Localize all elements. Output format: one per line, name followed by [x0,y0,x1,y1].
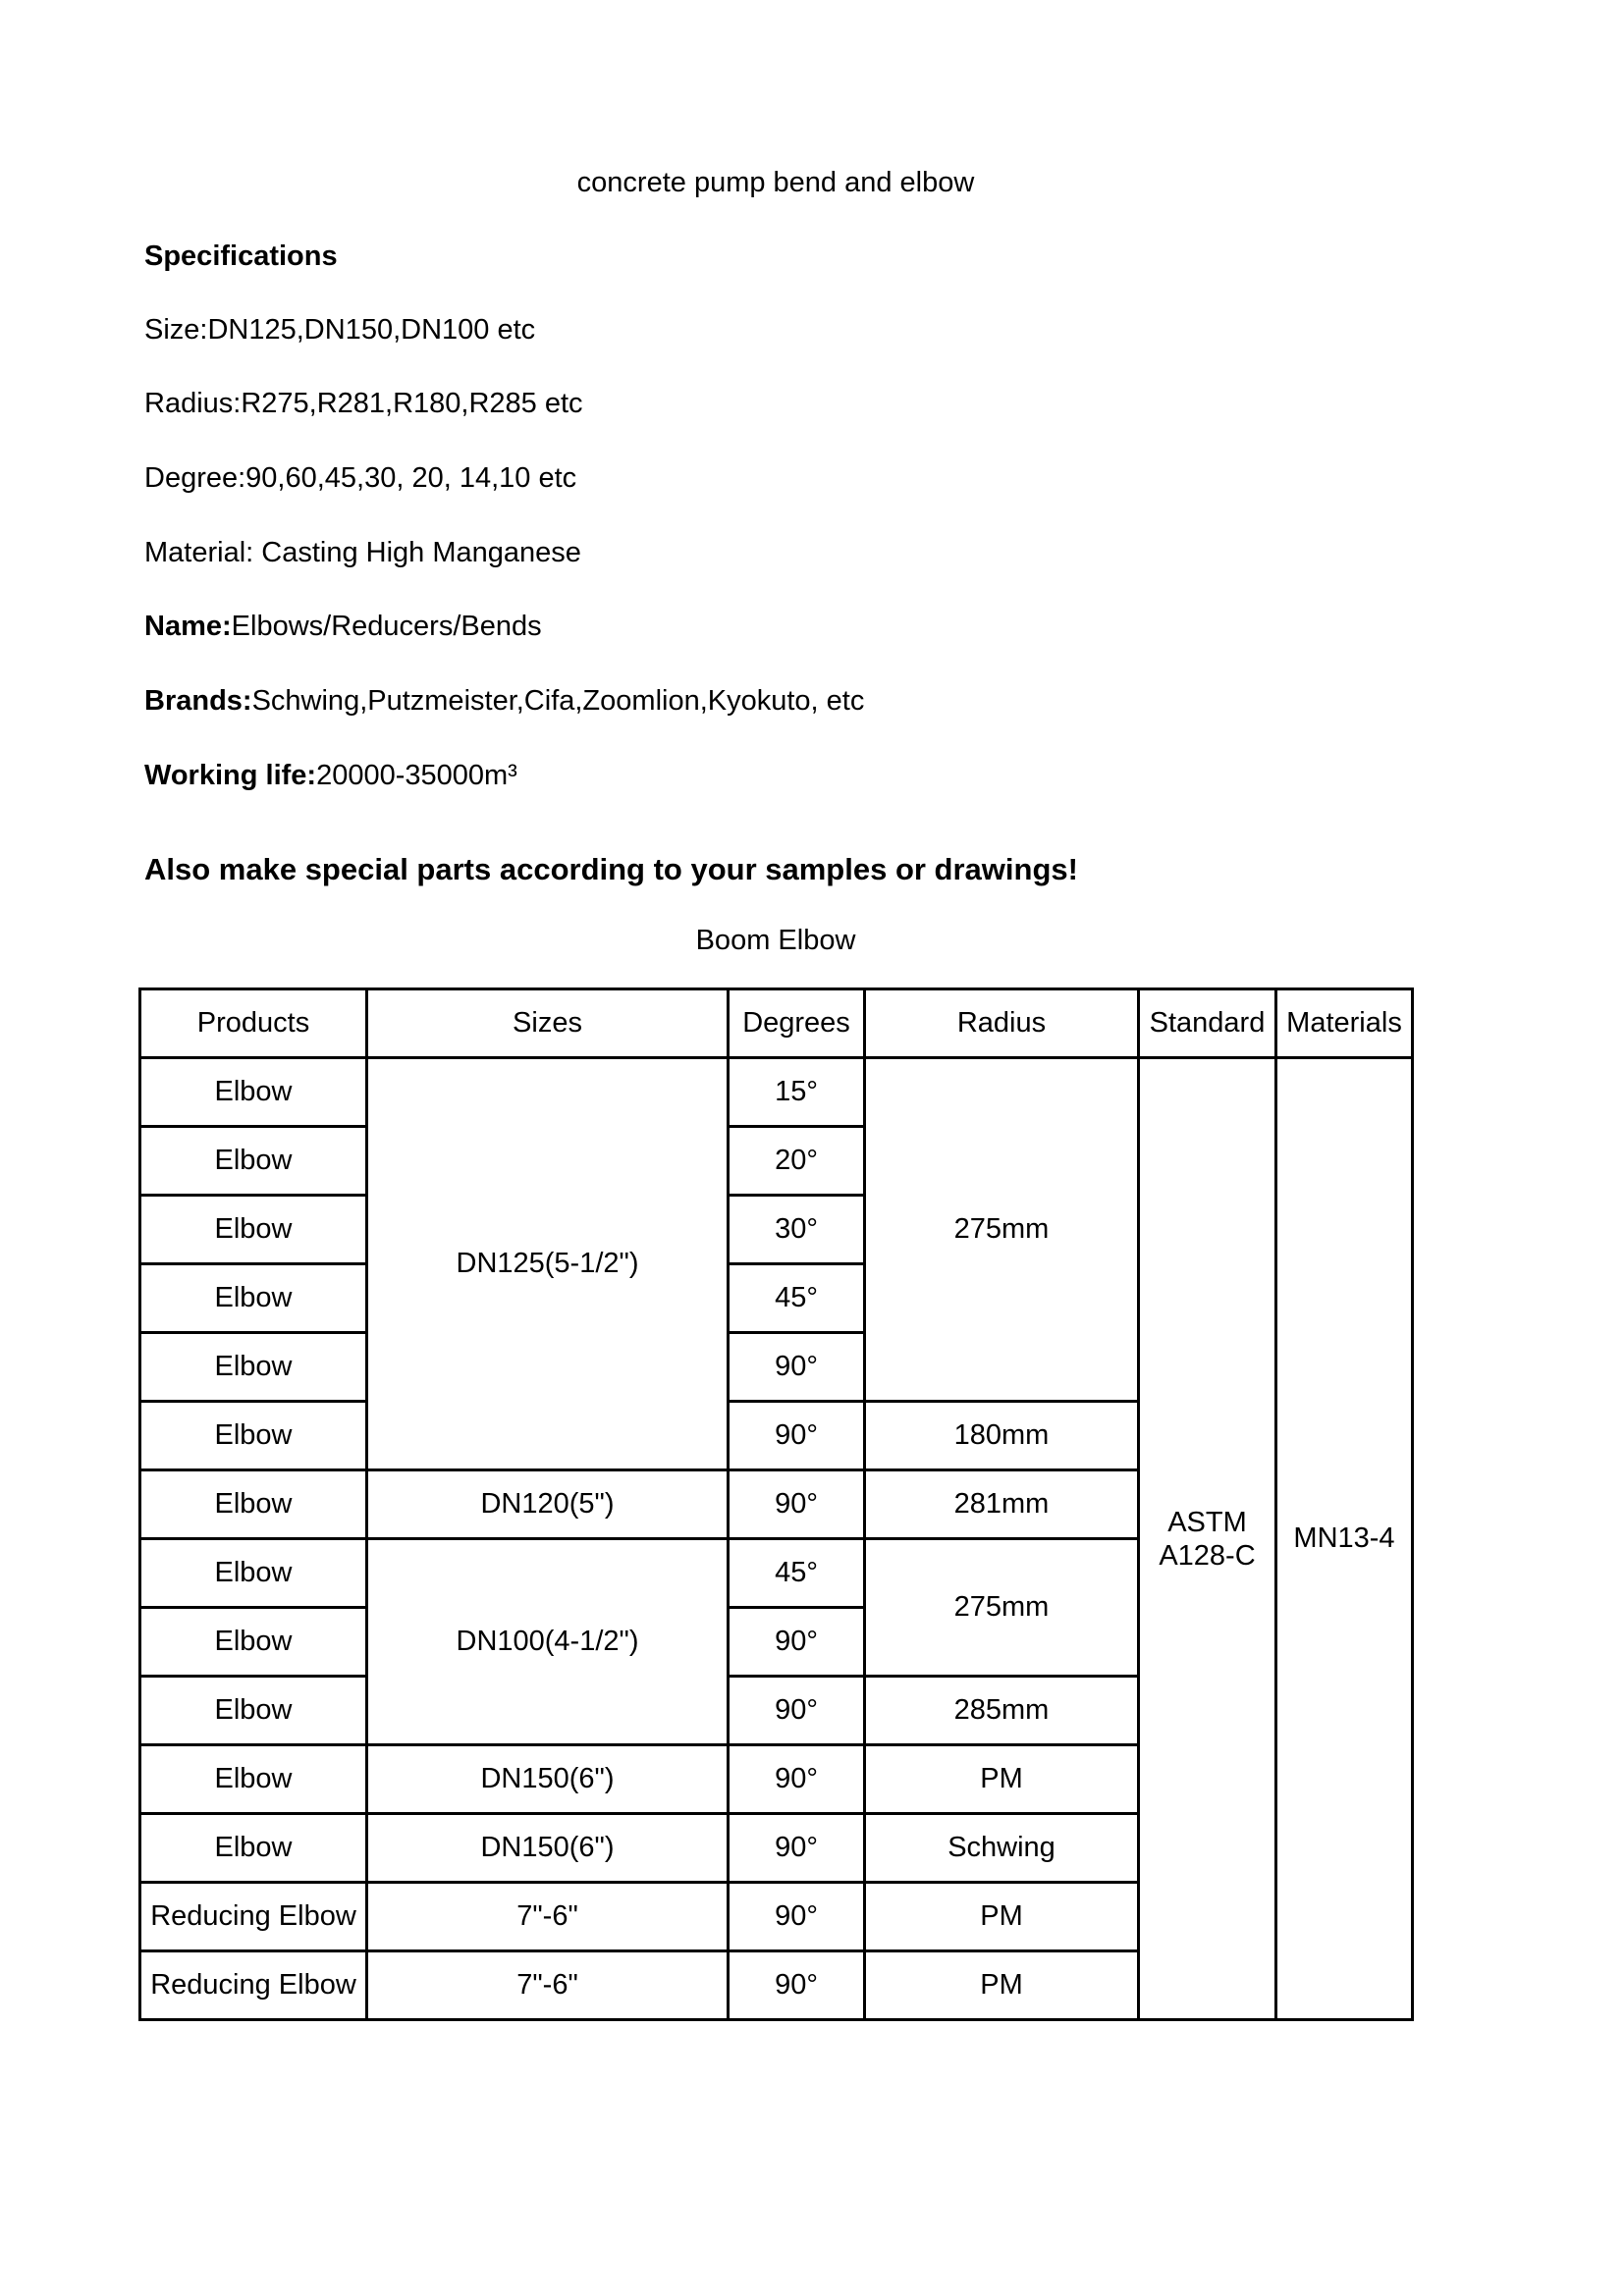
product-cell: Elbow [140,1058,367,1127]
spec-size: Size:DN125,DN150,DN100 etc [144,314,536,346]
spec-brands-value: Schwing,Putzmeister,Cifa,Zoomlion,Kyokuto, etc [251,685,865,717]
radius-cell: 180mm [865,1402,1139,1470]
degree-cell: 90° [729,1951,865,2020]
size-cell: 7"-6" [367,1883,729,1951]
header-degrees: Degrees [729,989,865,1058]
product-cell: Elbow [140,1196,367,1264]
special-parts-note: Also make special parts according to your samples or drawings! [144,852,1078,886]
degree-cell: 90° [729,1677,865,1745]
header-sizes: Sizes [367,989,729,1058]
degree-cell: 90° [729,1333,865,1402]
product-cell: Reducing Elbow [140,1951,367,2020]
radius-cell: 275mm [865,1539,1139,1677]
product-cell: Reducing Elbow [140,1883,367,1951]
radius-cell: Schwing [865,1814,1139,1883]
radius-cell: PM [865,1745,1139,1814]
size-cell: DN150(6") [367,1814,729,1883]
degree-cell: 90° [729,1608,865,1677]
radius-cell: 285mm [865,1677,1139,1745]
degree-cell: 45° [729,1539,865,1608]
document-title: concrete pump bend and elbow [576,167,975,198]
spec-working-life [144,760,517,792]
header-radius: Radius [865,989,1139,1058]
spec-degree: Degree:90,60,45,30, 20, 14,10 etc [144,462,577,494]
spec-life-label: Working life: [144,760,317,791]
header-standard: Standard [1139,989,1276,1058]
radius-cell: PM [865,1951,1139,2020]
size-cell: DN100(4-1/2") [367,1539,729,1745]
spec-name-label: Name: [144,611,232,642]
table-caption: Boom Elbow [695,925,856,956]
spec-name [144,611,542,643]
size-cell: DN120(5") [367,1470,729,1539]
radius-cell: PM [865,1883,1139,1951]
degree-cell: 20° [729,1127,865,1196]
product-cell: Elbow [140,1402,367,1470]
table-row [140,1058,1413,1127]
product-cell: Elbow [140,1814,367,1883]
spec-radius: Radius:R275,R281,R180,R285 etc [144,388,583,419]
header-materials: Materials [1276,989,1413,1058]
radius-cell: 275mm [865,1058,1139,1402]
spec-brands-label: Brands: [144,685,252,717]
product-cell: Elbow [140,1264,367,1333]
product-cell: Elbow [140,1539,367,1608]
degree-cell: 90° [729,1814,865,1883]
product-cell: Elbow [140,1608,367,1677]
spec-material: Material: Casting High Manganese [144,537,581,568]
size-cell: 7"-6" [367,1951,729,2020]
product-cell: Elbow [140,1127,367,1196]
table-header-row [140,989,1413,1058]
materials-cell: MN13-4 [1276,1058,1413,2020]
degree-cell: 90° [729,1470,865,1539]
product-cell: Elbow [140,1677,367,1745]
product-cell: Elbow [140,1745,367,1814]
size-cell: DN125(5-1/2") [367,1058,729,1470]
degree-cell: 90° [729,1883,865,1951]
spec-name-value: Elbows/Reducers/Bends [231,611,542,642]
degree-cell: 90° [729,1402,865,1470]
degree-cell: 45° [729,1264,865,1333]
product-cell: Elbow [140,1333,367,1402]
standard-cell: ASTM A128-C [1139,1058,1276,2020]
specifications-heading: Specifications [144,240,338,272]
radius-cell: 281mm [865,1470,1139,1539]
degree-cell: 90° [729,1745,865,1814]
size-cell: DN150(6") [367,1745,729,1814]
product-cell: Elbow [140,1470,367,1539]
degree-cell: 15° [729,1058,865,1127]
boom-elbow-table [138,988,1414,2021]
spec-brands [144,685,864,718]
header-products: Products [140,989,367,1058]
spec-life-value: 20000-35000m³ [316,760,517,791]
degree-cell: 30° [729,1196,865,1264]
